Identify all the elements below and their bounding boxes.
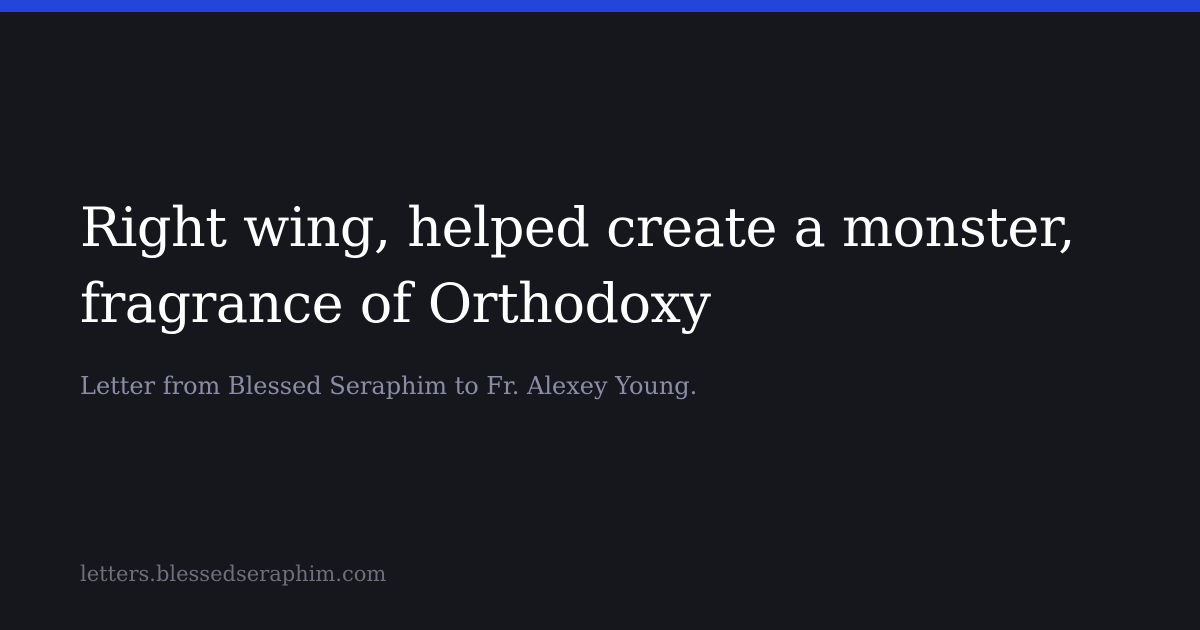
page-title: [80, 190, 1140, 342]
title-line-1: Right wing, helped create a monster,: [80, 196, 1075, 259]
page-subtitle: Letter from Blessed Seraphim to Fr. Alexey Young.: [80, 372, 698, 400]
title-line-2: fragrance of Orthodoxy: [80, 272, 711, 335]
accent-bar: [0, 0, 1200, 12]
site-domain: letters.blessedseraphim.com: [80, 562, 387, 586]
